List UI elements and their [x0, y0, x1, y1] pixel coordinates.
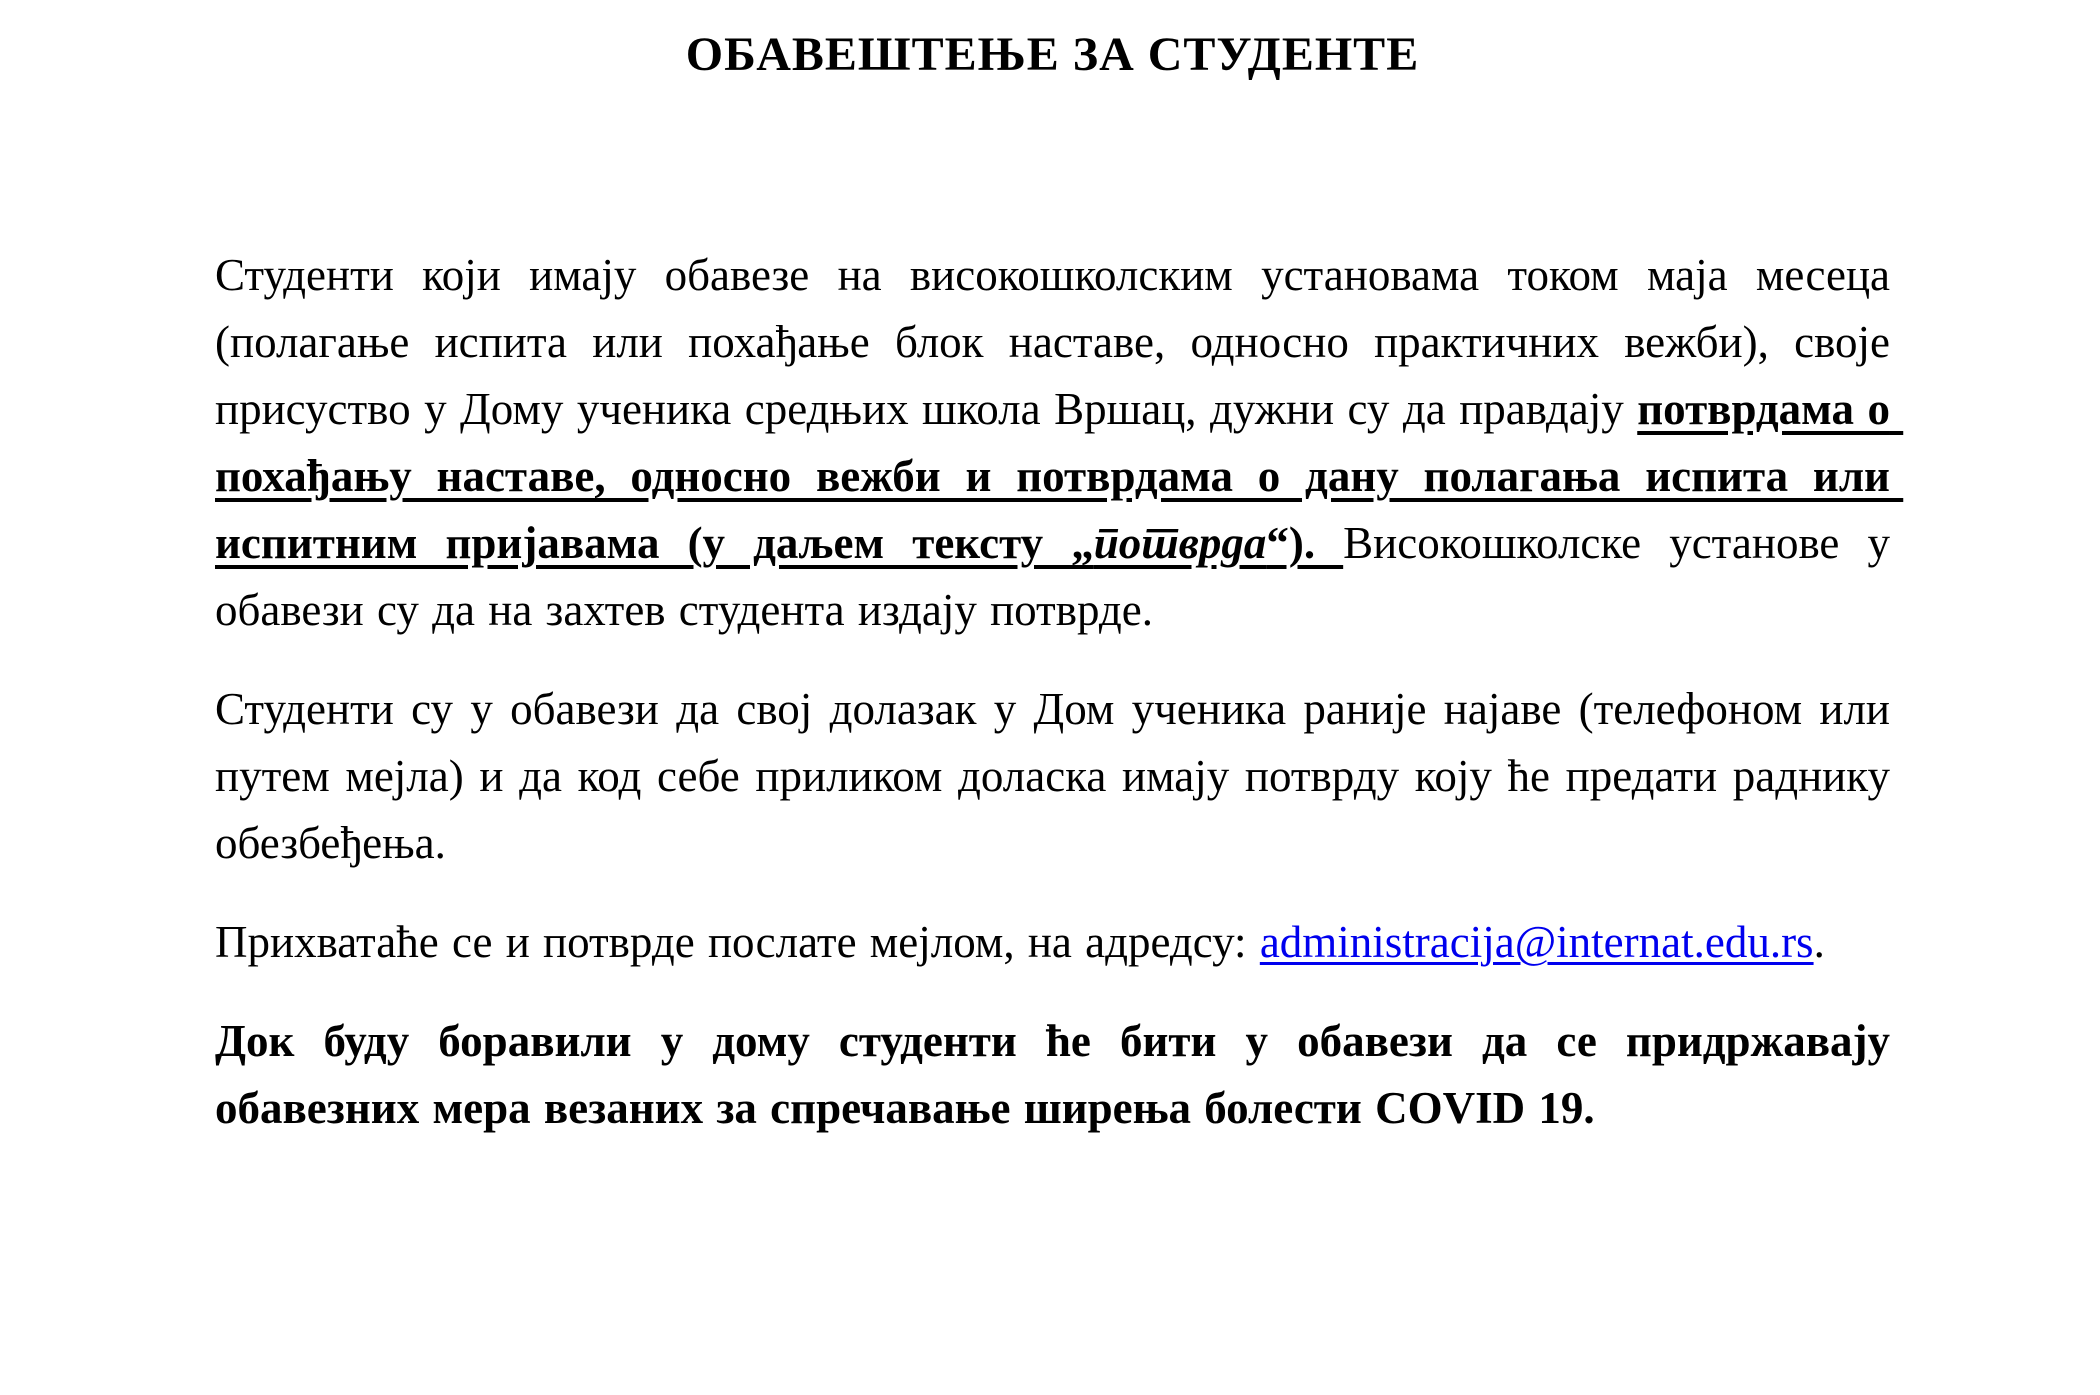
text-run: Прихватаће се и потврде послате мејлом, на адредсу:: [215, 917, 1260, 967]
email-link[interactable]: administracija@internat.edu.rs: [1259, 917, 1814, 967]
paragraph-covid-measures: [215, 1008, 1904, 1142]
text-run: Док буду боравили у дому студенти ће бити у обавези да се придржавају обавезних мера везаних за спречавање ширења болести COVID 19.: [215, 1016, 1904, 1133]
text-run: Високошколске установе у обавези су да на захтев студента издају потврде.: [215, 518, 1904, 635]
paragraph-certificates: [215, 242, 1904, 644]
text-run: “).: [1266, 518, 1344, 568]
page-title: ОБАВЕШТЕЊЕ ЗА СТУДЕНТЕ: [685, 28, 1420, 81]
text-run: потврдама о похађању наставе, односно вежби и потврдама о дану полагања испита или испитним пријавама (у даљем тексту „: [215, 384, 1904, 568]
paragraph-arrival-notice: [215, 676, 1904, 877]
text-run: Студенти су у обавези да свој долазак у Дом ученика раније најаве (телефоном или путем мејла) и да код себе приликом доласка имају потврду коју ће предати раднику обезбеђења.: [215, 684, 1904, 868]
text-run: .: [1813, 917, 1825, 967]
paragraph-email-address: [215, 909, 1890, 976]
text-run: потврда: [1093, 518, 1267, 568]
text-run: Студенти који имају обавезе на високошколским установама током маја месеца (полагање испита или похађање блок наставе, односно практичних вежби), своје присуство у Дому ученика средњих школа Вршац, дужни су да правдају: [215, 250, 1904, 434]
